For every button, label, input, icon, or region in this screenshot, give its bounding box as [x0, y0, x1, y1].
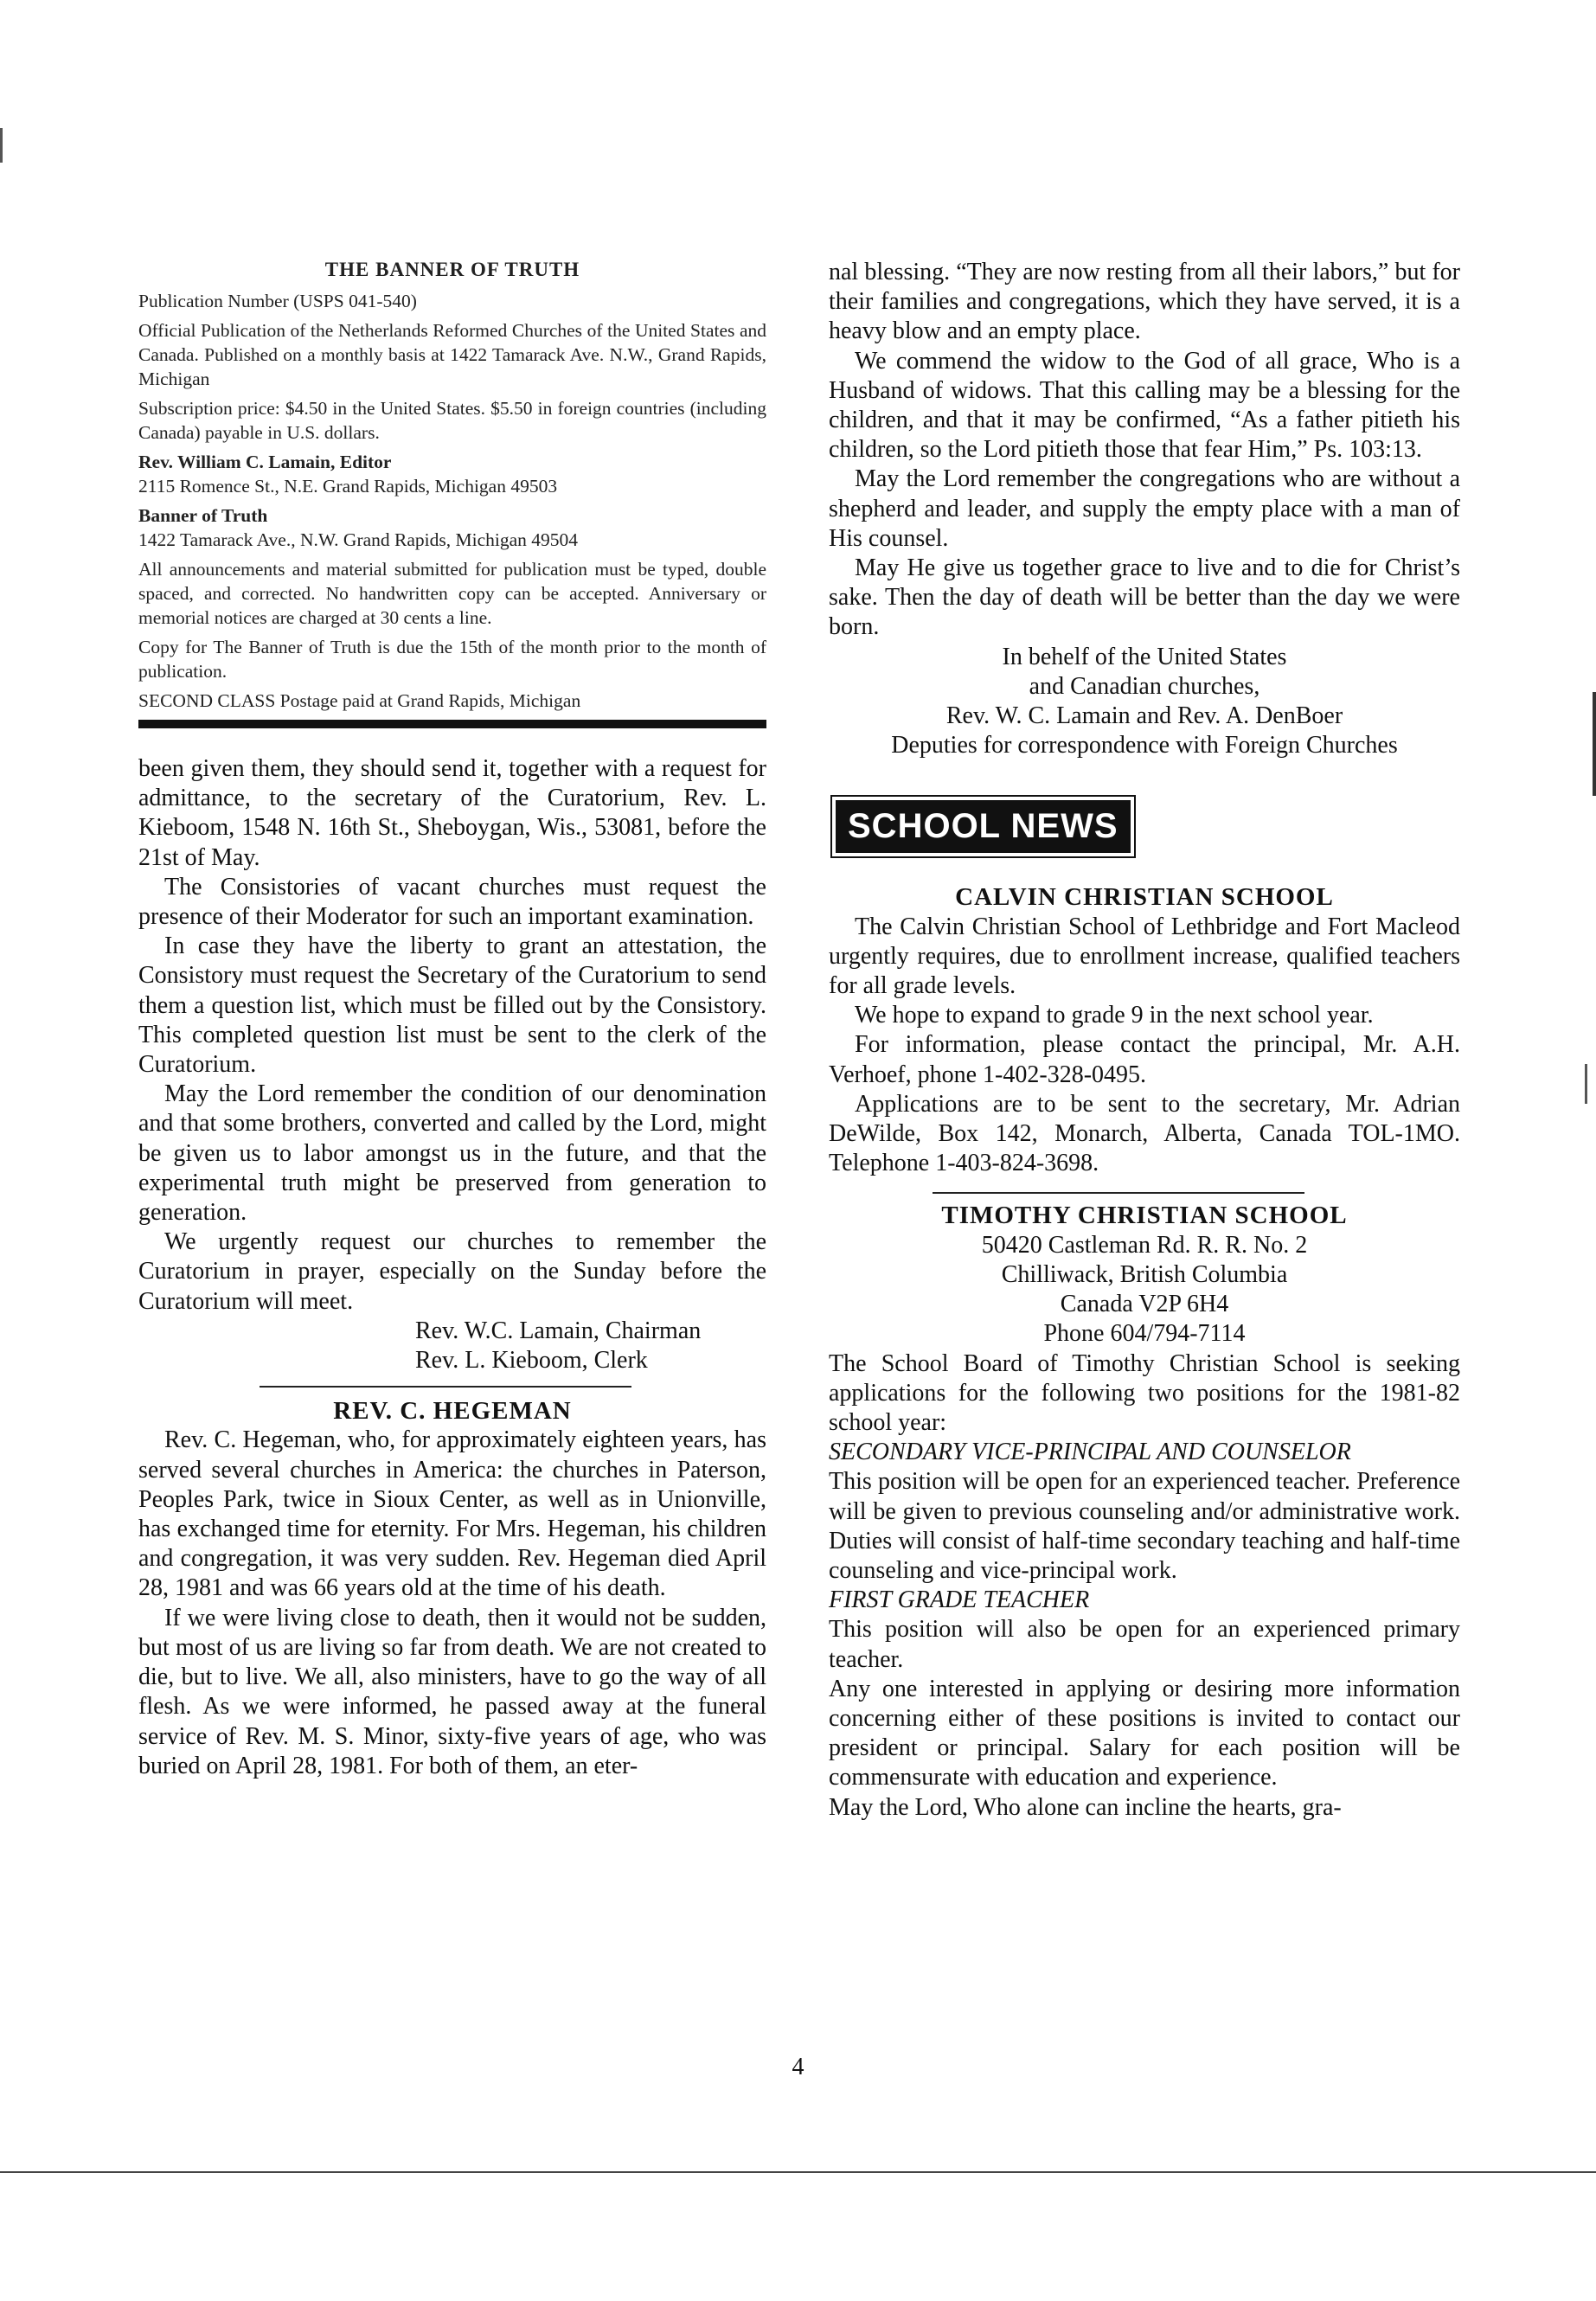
section-heading: REV. C. HEGEMAN	[333, 1397, 572, 1426]
position-title: SECONDARY VICE-PRINCIPAL AND COUNSELOR	[829, 1439, 1351, 1466]
masthead	[138, 258, 766, 713]
paragraph: We urgently request our churches to remember the Curatorium in prayer, especially on the Sunday before the Curatorium will meet.	[138, 1228, 766, 1315]
paragraph: Rev. C. Hegeman, who, for approximately eighteen years, has served several churches in America: the churches in Paterson, Peoples Park, twice in Sioux Center, as well as in Unionville, has exchanged time for eternity. For Mrs. Hegeman, his children and congregation, it was very sudden. Rev. Hegeman died April 28, 1981 and was 66 years old at the time of his death.	[138, 1426, 766, 1602]
masthead-office-address: 1422 Tamarack Ave., N.W. Grand Rapids, Michigan 49504	[138, 529, 579, 550]
paragraph: May He give us together grace to live and to die for Christ’s sake. Then the day of death will be better than the day we were born.	[829, 554, 1460, 641]
paragraph: If we were living close to death, then it would not be sudden, but most of us are living so far from death. We are not created to die, but to live. We all, also ministers, have to go the way of all flesh. As we were informed, he passed away at the funeral service of Rev. M. S. Minor, sixty-five years of age, who was buried on April 28, 1981. For both of them, an eter-	[138, 1604, 766, 1779]
scan-edge-mark	[1585, 1064, 1587, 1104]
paragraph: In case they have the liberty to grant an attestation, the Consistory must request the Secretary of the Curatorium to send them a question list, which must be filled out by the Consistory. This completed question list must be sent to the clerk of the Curatorium.	[138, 933, 766, 1079]
masthead-postage: SECOND CLASS Postage paid at Grand Rapids, Michigan	[138, 690, 581, 711]
masthead-office-name: Banner of Truth	[138, 505, 268, 526]
scan-edge-mark	[1593, 692, 1596, 796]
school-news-badge	[830, 795, 1136, 858]
section-heading: TIMOTHY CHRISTIAN SCHOOL	[941, 1202, 1348, 1230]
section-heading: CALVIN CHRISTIAN SCHOOL	[955, 883, 1334, 912]
page-bottom-edge	[0, 2171, 1596, 2173]
paragraph: nal blessing. “They are now resting from all their labors,” but for their families and congregations, which they have served, it is a heavy blow and an empty place.	[829, 259, 1460, 345]
right-article	[829, 258, 1460, 760]
position-title: FIRST GRADE TEACHER	[829, 1586, 1090, 1614]
masthead-editor-name: Rev. William C. Lamain, Editor	[138, 452, 392, 472]
paragraph: May the Lord remember the condition of our denomination and that some brothers, converted and called by the Lord, might be given us to labor amongst us in the future, and that the experimental truth might be preserved from generation to generation.	[138, 1080, 766, 1227]
masthead-copy-due: Copy for The Banner of Truth is due the 15th of the month prior to the month of publication.	[138, 637, 766, 682]
page-number: 4	[792, 2054, 804, 2080]
paragraph: Applications are to be sent to the secretary, Mr. Adrian DeWilde, Box 142, Monarch, Alberta, Canada TOL-1MO. Telephone 1-403-824-3698.	[829, 1090, 1460, 1177]
paragraph: We hope to expand to grade 9 in the next school year.	[855, 1002, 1374, 1029]
address-line: Canada V2P 6H4	[1060, 1291, 1229, 1318]
masthead-publication-number: Publication Number (USPS 041-540)	[138, 291, 417, 311]
signature-line: In behelf of the United States	[1002, 643, 1287, 670]
signature-line: and Canadian churches,	[1029, 672, 1260, 700]
paragraph: been given them, they should send it, together with a request for admittance, to the secretary of the Curatorium, Rev. L. Kieboom, 1548 N. 16th St., Sheboygan, Wis., 53081, before the 21st of May.	[138, 755, 766, 871]
paragraph: May the Lord remember the congregations who are without a shepherd and leader, and supply the empty place with a man of His counsel.	[829, 465, 1460, 552]
address-line: 50420 Castleman Rd. R. R. No. 2	[981, 1231, 1308, 1259]
masthead-title: THE BANNER OF TRUTH	[324, 259, 580, 280]
paragraph: The Consistories of vacant churches must request the presence of their Moderator for such an important examination.	[138, 873, 766, 931]
school-news-section	[829, 882, 1460, 1822]
paragraph: This position will be open for an experienced teacher. Preference will be given to previous counseling and/or administrative work. Duties will consist of half-time secondary teaching and half-time counseling and vice-principal work.	[829, 1468, 1460, 1584]
paragraph: May the Lord, Who alone can incline the hearts, gra-	[829, 1793, 1342, 1821]
signature-line: Rev. L. Kieboom, Clerk	[415, 1347, 648, 1375]
paragraph: The School Board of Timothy Christian School is seeking applications for the following two positions for the 1981-82 school year:	[829, 1349, 1460, 1436]
signature-line: Deputies for correspondence with Foreign Churches	[891, 732, 1398, 760]
signature-line: Rev. W. C. Lamain and Rev. A. DenBoer	[945, 702, 1343, 730]
address-line: Chilliwack, British Columbia	[1001, 1260, 1288, 1288]
masthead-divider	[138, 720, 766, 728]
paragraph: The Calvin Christian School of Lethbridge and Fort Macleod urgently requires, due to enrollment increase, qualified teachers for all grade levels.	[829, 913, 1460, 1000]
right-column	[829, 258, 1460, 1823]
masthead-announcements: All announcements and material submitted for publication must be typed, double spaced, and corrected. No handwritten copy can be accepted. Anniversary or memorial notices are charged at 30 cents a line.	[138, 559, 766, 628]
phone-line: Phone 604/794-7114	[1043, 1320, 1246, 1348]
section-divider	[260, 1386, 631, 1388]
section-divider	[933, 1192, 1304, 1194]
left-article	[138, 754, 766, 1781]
masthead-editor-address: 2115 Romence St., N.E. Grand Rapids, Michigan 49503	[138, 476, 558, 497]
masthead-official: Official Publication of the Netherlands Reformed Churches of the United States and Canada. Published on a monthly basis at 1422 Tamarack Ave. N.W., Grand Rapids, Michigan	[138, 320, 766, 389]
school-news-label: SCHOOL NEWS	[836, 800, 1131, 853]
paragraph: We commend the widow to the God of all grace, Who is a Husband of widows. That this calling may be a blessing for the children, and that it may be confirmed, “As a father pitieth his children, so the Lord pitieth those that fear Him,” Ps. 103:13.	[829, 347, 1460, 464]
paragraph: For information, please contact the principal, Mr. A.H. Verhoef, phone 1-402-328-0495.	[829, 1031, 1460, 1088]
masthead-subscription: Subscription price: $4.50 in the United States. $5.50 in foreign countries (including Canada) payable in U.S. dollars.	[138, 398, 766, 443]
signature-line: Rev. W.C. Lamain, Chairman	[415, 1317, 702, 1344]
left-column	[138, 258, 766, 1781]
paragraph: This position will also be open for an experienced primary teacher.	[829, 1616, 1460, 1673]
scan-edge-mark	[0, 128, 3, 163]
paragraph: Any one interested in applying or desiring more information concerning either of these positions is invited to contact our president or principal. Salary for each position will be commensurate with education and experience.	[829, 1675, 1460, 1791]
